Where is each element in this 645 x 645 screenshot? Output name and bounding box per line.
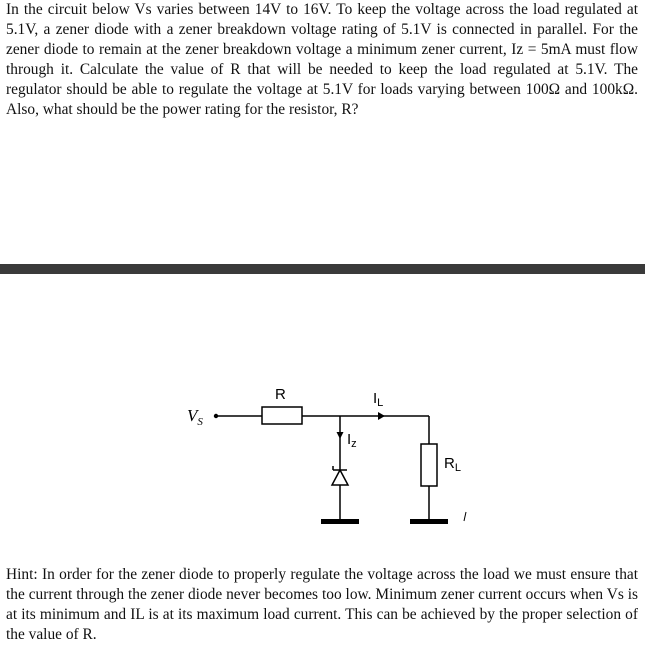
source-label: $V_S$ xyxy=(187,406,203,428)
zener-current-label: $I_z$ xyxy=(347,431,357,450)
zener-current-arrow xyxy=(337,432,344,439)
hint-text: Hint: In order for the zener diode to properly regulate the voltage across the load we must ensure that the current through the zener diode never becomes too low. Minimum zener current occurs when Vs is at its minimum and IL is at its maximum load current. This can be achieved by the proper selection of the value of R. xyxy=(6,566,638,643)
resistor-label: R xyxy=(275,386,286,403)
stray-mark xyxy=(464,512,466,521)
series-resistor xyxy=(262,407,302,424)
zener-regulator-circuit xyxy=(0,380,645,530)
load-current-arrow xyxy=(378,412,385,420)
load-ground xyxy=(410,519,448,524)
load-current-label: $I_L$ xyxy=(373,390,384,409)
load-label: $R_L$ xyxy=(444,455,461,474)
zener-ground xyxy=(321,519,359,524)
problem-statement: In the circuit below Vs varies between 14V to 16V. To keep the voltage across the load regulated at 5.1V, a zener diode with a zener breakdown voltage rating of 5.1V is connected in parallel. For the zener diode to remain at the zener breakdown voltage a minimum zener current, Iz = 5mA must flow through it. Calculate the value of R that will be needed to keep the load regulated at 5.1V. The regulator should be able to regulate the voltage at 5.1V for loads varying between 100Ω and 100kΩ. Also, what should be the power rating for the resistor, R? xyxy=(6,1,638,118)
section-divider xyxy=(0,264,645,274)
load-resistor xyxy=(421,444,437,486)
zener-diode-symbol xyxy=(332,470,348,485)
